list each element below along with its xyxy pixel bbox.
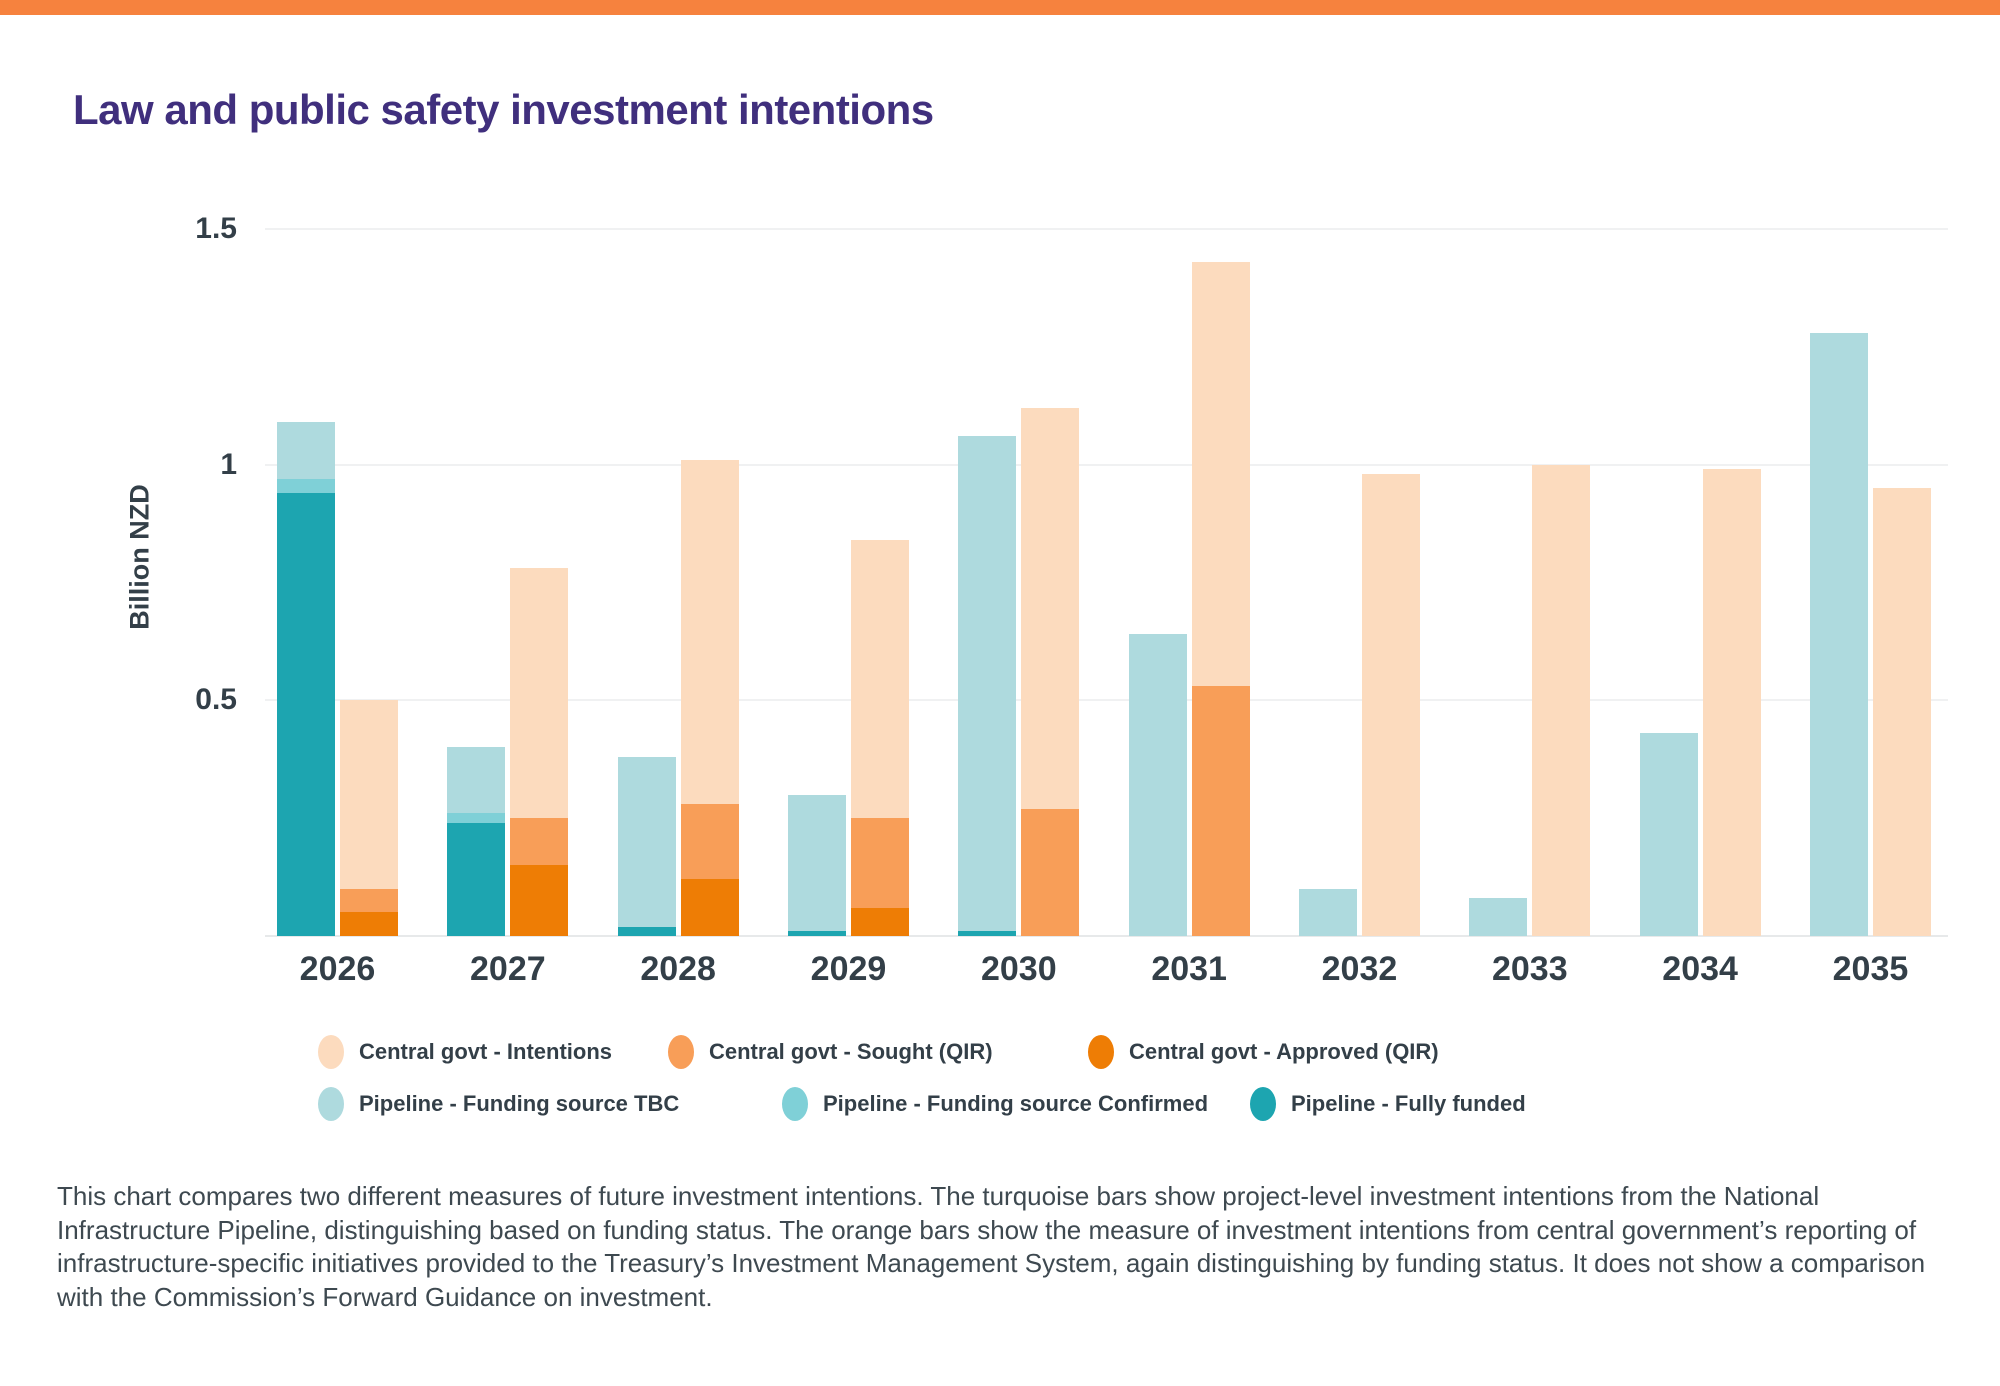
x-tick-label-2026: 2026 — [299, 950, 376, 988]
legend-item-pipeline-funding-source-confirmed — [782, 1087, 1208, 1121]
bar-2027-pipeline-fully-funded — [447, 823, 505, 936]
bar-2031-central-sought-qir — [1192, 686, 1250, 936]
legend-item-central-govt-approved-qir- — [1088, 1035, 1439, 1069]
y-tick-label-1.5: 1.5 — [195, 212, 237, 246]
legend-swatch-icon — [318, 1035, 344, 1069]
bar-2028-central-sought-qir — [681, 804, 739, 879]
x-tick-label-2033: 2033 — [1491, 950, 1568, 988]
bar-2027-pipeline-funding-confirmed — [447, 813, 505, 822]
gridline-1 — [265, 464, 1948, 466]
bar-2026-central-intentions — [340, 700, 398, 889]
bar-2030-pipeline-funding-tbc — [958, 436, 1016, 931]
bar-2027-central-approved-qir — [510, 865, 568, 936]
page-title: Law and public safety investment intentions — [73, 86, 934, 133]
legend-swatch-icon — [668, 1035, 694, 1069]
bar-2026-pipeline-funding-tbc — [277, 422, 335, 479]
bar-2026-pipeline-fully-funded — [277, 493, 335, 936]
legend-item-pipeline-fully-funded — [1250, 1087, 1526, 1121]
legend-label: Central govt - Approved (QIR) — [1129, 1039, 1439, 1064]
legend-item-central-govt-intentions — [318, 1035, 612, 1069]
bar-2035-pipeline-funding-tbc — [1810, 333, 1868, 936]
bar-2028-pipeline-funding-tbc — [618, 757, 676, 927]
x-tick-label-2028: 2028 — [640, 950, 716, 988]
legend-swatch-icon — [318, 1087, 344, 1121]
bar-2030-central-intentions — [1021, 408, 1079, 809]
y-tick-label-1: 1 — [220, 447, 237, 481]
legend-label: Pipeline - Fully funded — [1291, 1091, 1526, 1116]
bar-2026-pipeline-funding-confirmed — [277, 479, 335, 493]
bar-2029-central-sought-qir — [851, 818, 909, 908]
gridline-1.5 — [265, 228, 1948, 230]
legend-swatch-icon — [782, 1087, 808, 1121]
x-tick-label-2029: 2029 — [810, 950, 887, 988]
bar-2029-central-intentions — [851, 540, 909, 818]
bar-2034-pipeline-funding-tbc — [1640, 733, 1698, 936]
bar-2030-central-sought-qir — [1021, 809, 1079, 936]
x-tick-label-2031: 2031 — [1151, 950, 1227, 988]
y-axis-label: Billion NZD — [124, 484, 155, 630]
bar-2027-pipeline-funding-tbc — [447, 747, 505, 813]
bar-2035-central-intentions — [1873, 488, 1931, 936]
legend-swatch-icon — [1088, 1035, 1114, 1069]
legend-label: Central govt - Intentions — [359, 1039, 612, 1064]
legend-label: Central govt - Sought (QIR) — [709, 1039, 993, 1064]
bar-2026-central-approved-qir — [340, 912, 398, 936]
chart-caption: This chart compares two different measures of future investment intentions. The turquoise bars show project-level investment intentions from the National Infrastructure Pipeline, distinguishing based on funding status. The orange bars show the measure of investment intentions from central government’s reporting of infrastructure-specific initiatives provided to the Treasury’s Investment Management System, again distinguishing by funding status. It does not show a comparison with the Commission’s Forward Guidance on investment. — [57, 1181, 1926, 1312]
bar-2032-pipeline-funding-tbc — [1299, 889, 1357, 936]
legend-item-central-govt-sought-qir- — [668, 1035, 993, 1069]
x-tick-label-2027: 2027 — [470, 950, 546, 988]
bar-2027-central-sought-qir — [510, 818, 568, 865]
bar-2029-central-approved-qir — [851, 908, 909, 936]
x-tick-label-2032: 2032 — [1321, 950, 1398, 988]
bar-2026-central-sought-qir — [340, 889, 398, 913]
x-tick-label-2034: 2034 — [1662, 950, 1738, 988]
bar-2034-central-intentions — [1703, 469, 1761, 936]
bar-2031-central-intentions — [1192, 262, 1250, 686]
bar-2029-pipeline-funding-tbc — [788, 795, 846, 932]
bar-2028-central-approved-qir — [681, 879, 739, 936]
bar-2028-central-intentions — [681, 460, 739, 804]
bar-2032-central-intentions — [1362, 474, 1420, 936]
bar-2030-pipeline-fully-funded — [958, 931, 1016, 936]
y-tick-label-0.5: 0.5 — [195, 683, 237, 717]
legend-item-pipeline-funding-source-tbc — [318, 1087, 679, 1121]
bar-2029-pipeline-fully-funded — [788, 931, 846, 936]
legend-label: Pipeline - Funding source Confirmed — [823, 1091, 1209, 1116]
legend-label: Pipeline - Funding source TBC — [359, 1091, 680, 1116]
legend-swatch-icon — [1250, 1087, 1276, 1121]
x-tick-label-2035: 2035 — [1832, 950, 1909, 988]
bar-2033-pipeline-funding-tbc — [1469, 898, 1527, 936]
bar-2031-pipeline-funding-tbc — [1129, 634, 1187, 936]
bar-2027-central-intentions — [510, 568, 568, 818]
bar-2028-pipeline-fully-funded — [618, 927, 676, 936]
bar-2033-central-intentions — [1532, 465, 1590, 936]
x-tick-label-2030: 2030 — [980, 950, 1057, 988]
